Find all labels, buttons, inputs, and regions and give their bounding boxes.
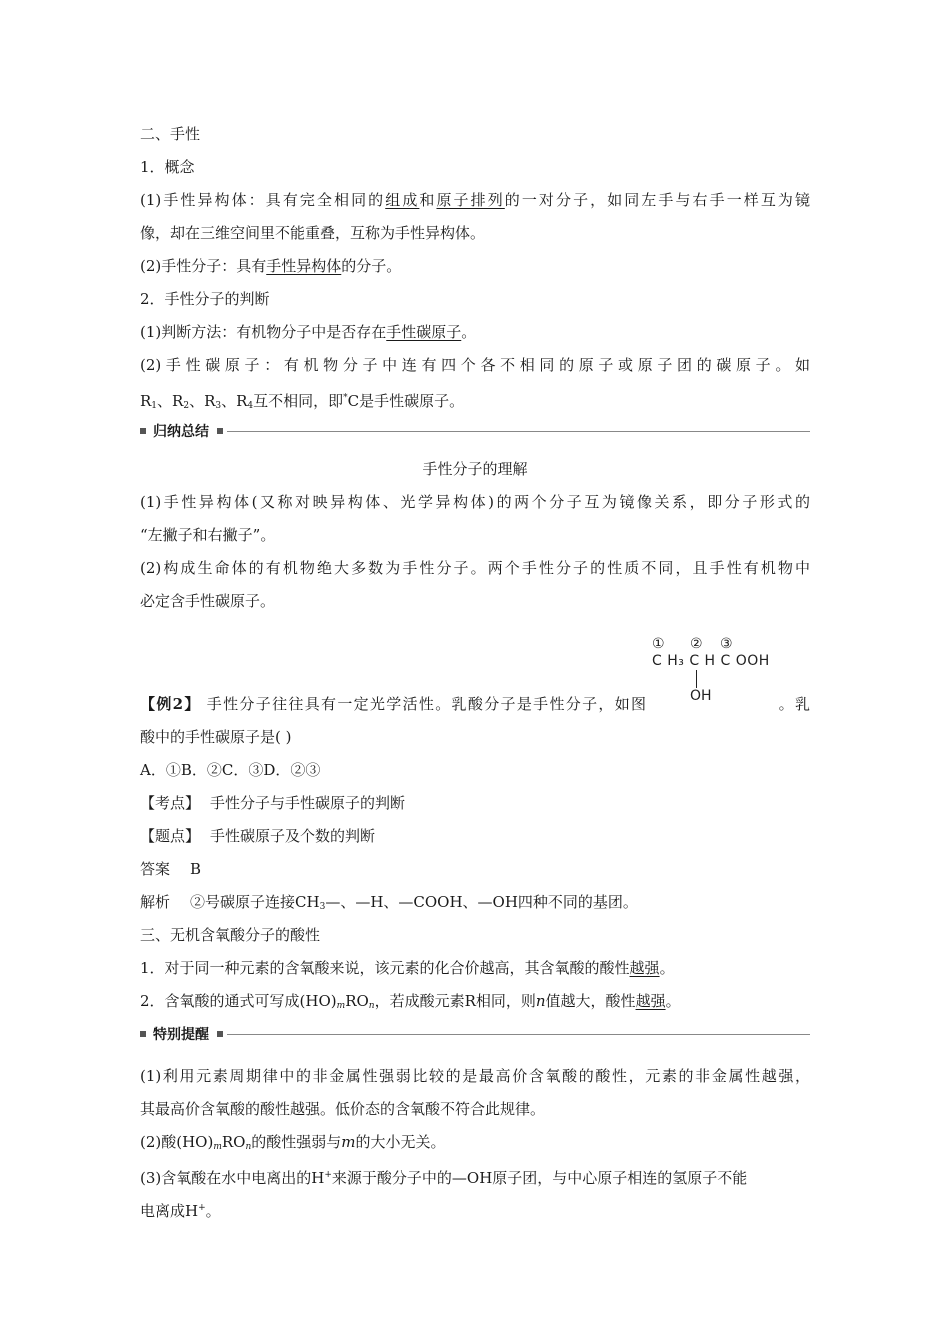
subsection-title: 2．手性分子的判断 (140, 290, 270, 308)
reminder-section-bar (140, 1018, 810, 1050)
divider (227, 431, 810, 432)
knowledge-point: 【考点】 手性分子与手性碳原子的判断 (140, 794, 406, 812)
bond-line (696, 670, 697, 688)
paragraph-line: 电离成H+。 (140, 1202, 221, 1220)
paragraph-line: (2)手性碳原子：有机物分子中连有四个各不相同的原子或原子团的碳原子。如 (140, 356, 810, 374)
paragraph-line: (2)酸(HO)mROn的酸性强弱与m的大小无关。 (140, 1133, 446, 1152)
summary-section-bar (140, 415, 810, 447)
question-point: 【题点】 手性碳原子及个数的判断 (140, 827, 376, 845)
summary-label: 归纳总结 (153, 424, 209, 440)
subsection-title: 1．概念 (140, 158, 195, 176)
square-bullet-icon (217, 1031, 223, 1037)
hydroxyl-group: OH (690, 688, 712, 704)
carbon-number-1: ① (652, 636, 665, 652)
paragraph-line: (1)利用元素周期律中的非金属性强弱比较的是最高价含氧酸的酸性，元素的非金属性越强， (140, 1067, 810, 1085)
paragraph-line: (1)手性异构体(又称对映异构体、光学异构体)的两个分子互为镜像关系，即分子形式的 (140, 493, 810, 511)
square-bullet-icon (140, 1031, 146, 1037)
answer-options: A．①B．②C．③D．②③ (140, 761, 321, 779)
section-heading: 二、手性 (140, 125, 201, 143)
spacer (140, 1050, 810, 1060)
paragraph-line: 像，却在三维空间里不能重叠，互称为手性异构体。 (140, 224, 486, 242)
square-bullet-icon (140, 428, 146, 434)
paragraph-line: 1．对于同一种元素的含氧酸来说，该元素的化合价越高，其含氧酸的酸性越强。 (140, 959, 675, 977)
paragraph-line: R1、R2、R3、R4互不相同，即*C是手性碳原子。 (140, 392, 465, 411)
paragraph-line: 其最高价含氧酸的酸性越强。低价态的含氧酸不符合此规律。 (140, 1100, 546, 1118)
formula-chain: C H₃ C H C OOH (652, 653, 770, 669)
carbon-number-2: ② (690, 636, 703, 652)
paragraph-line: 必定含手性碳原子。 (140, 592, 276, 610)
paragraph-line: (2)手性分子：具有手性异构体的分子。 (140, 257, 402, 275)
paragraph-line: 2．含氧酸的通式可写成(HO)mROn，若成酸元素R相同，则n值越大，酸性越强。 (140, 992, 681, 1011)
lactic-acid-structural-formula (650, 636, 810, 708)
example-label: 【例2】 (140, 695, 201, 713)
paragraph-line: “左撇子和右撇子”。 (140, 526, 276, 544)
explanation: 解析 ②号碳原子连接CH3—、—H、—COOH、—OH四种不同的基团。 (140, 893, 638, 912)
section-heading: 三、无机含氧酸分子的酸性 (140, 926, 321, 944)
paragraph-line: (1)手性异构体：具有完全相同的组成和原子排列的一对分子，如同左手与右手一样互为镜 (140, 191, 810, 209)
example-question-line: 【例2】 手性分子往往具有一定光学活性。乳酸分子是手性分子，如图 。乳 (140, 695, 810, 713)
divider (227, 1034, 810, 1035)
carbon-number-3: ③ (720, 636, 733, 652)
paragraph-line: 酸中的手性碳原子是( ) (140, 728, 292, 746)
summary-title: 手性分子的理解 (422, 460, 528, 478)
paragraph-line: (1)判断方法：有机物分子中是否存在手性碳原子。 (140, 323, 477, 341)
square-bullet-icon (217, 428, 223, 434)
reminder-label: 特别提醒 (153, 1027, 209, 1043)
answer: 答案 B (140, 860, 202, 878)
paragraph-line: (3)含氧酸在水中电离出的H+来源于酸分子中的—OH原子团，与中心原子相连的氢原子不能 (140, 1169, 748, 1187)
paragraph-line: (2)构成生命体的有机物绝大多数为手性分子。两个手性分子的性质不同，且手性有机物中 (140, 559, 810, 577)
